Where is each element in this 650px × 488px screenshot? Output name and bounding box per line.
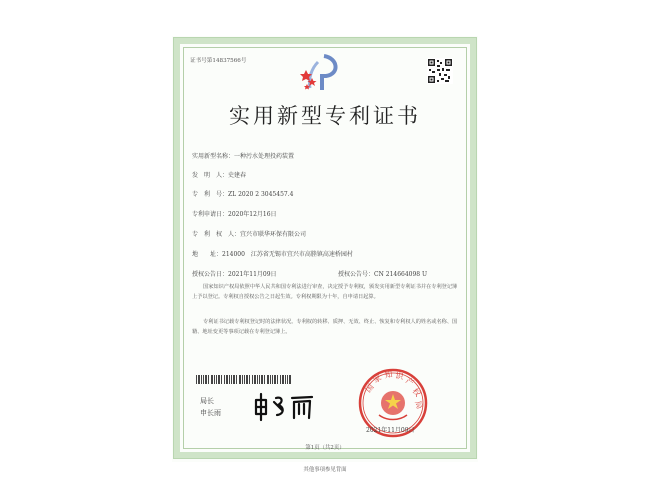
- field-patent-number-label: 专 利 号：: [192, 191, 229, 198]
- svg-text:国: 国: [363, 382, 376, 395]
- field-grant-date-value: 2021年11月09日: [228, 271, 277, 278]
- svg-text:产: 产: [404, 375, 416, 388]
- field-patentee: [192, 229, 306, 238]
- qr-code-icon: [427, 58, 453, 84]
- barcode-icon: [196, 375, 292, 384]
- field-inventor: [192, 170, 246, 179]
- field-patentee-value: 宜兴市联华环保有限公司: [240, 231, 307, 238]
- field-patent-number-value: ZL 2020 2 3045457.4: [228, 191, 294, 198]
- field-patentee-label: 专 利 权 人：: [192, 231, 241, 238]
- field-address: [192, 249, 353, 258]
- field-grant-date: [192, 269, 277, 278]
- certificate-number: [190, 56, 246, 64]
- field-filing-date-value: 2020年12月16日: [228, 211, 277, 218]
- officer-title: 局长: [200, 397, 214, 405]
- svg-text:知: 知: [383, 369, 394, 380]
- field-patent-number: [192, 189, 293, 198]
- field-publication-number-label: 授权公告号：: [338, 271, 375, 278]
- field-filing-date-label: 专利申请日：: [192, 211, 229, 218]
- patent-office-logo-icon: [298, 52, 346, 92]
- field-inventor-value: 史建春: [228, 172, 247, 179]
- number-suffix: 号: [240, 58, 247, 64]
- svg-text:识: 识: [394, 371, 405, 382]
- field-publication-number: [338, 269, 427, 278]
- certificate-title: 实用新型专利证书: [229, 104, 421, 128]
- field-address-value: 214000 江苏省无锡市宜兴市高塍镇高速桥园村: [222, 251, 353, 258]
- field-filing-date: [192, 209, 277, 218]
- signature-image: [252, 392, 316, 422]
- field-publication-number-value: CN 214664098 U: [374, 271, 428, 278]
- field-name-label: 实用新型名称：: [192, 153, 235, 160]
- field-grant-date-label: 授权公告日：: [192, 271, 229, 278]
- field-name: [192, 151, 294, 160]
- number-value: 14837566: [212, 58, 241, 64]
- number-label: 证书号第: [190, 58, 213, 64]
- bottom-note: 其他事项参见背面: [303, 467, 347, 473]
- sign-date: 2021年11月09日: [366, 427, 415, 434]
- field-name-value: 一种污水处理投药装置: [234, 153, 295, 160]
- page-indicator: 第1页（共2页）: [305, 445, 345, 451]
- grant-paragraph: 国家知识产权局依照中华人民共和国专利法进行审查，决定授予专利权，颁发实用新型专利证书并在专利登记簿上予以登记。专利权自授权公告之日起生效。专利权期限为十年，自申请日起算。: [192, 284, 458, 300]
- svg-text:家: 家: [371, 372, 383, 385]
- field-inventor-label: 发 明 人：: [192, 172, 229, 179]
- officer-name: 申长雨: [200, 409, 221, 417]
- svg-text:权: 权: [410, 386, 423, 399]
- legal-status-paragraph: 专利证书记载专利权登记时的法律状况。专利权的转移、质押、无效、终止、恢复和专利权人的姓名或名称、国籍、地址变更等事项记载在专利登记簿上。: [192, 319, 458, 335]
- field-address-label: 地 址：: [192, 251, 223, 258]
- svg-text:局: 局: [413, 399, 425, 411]
